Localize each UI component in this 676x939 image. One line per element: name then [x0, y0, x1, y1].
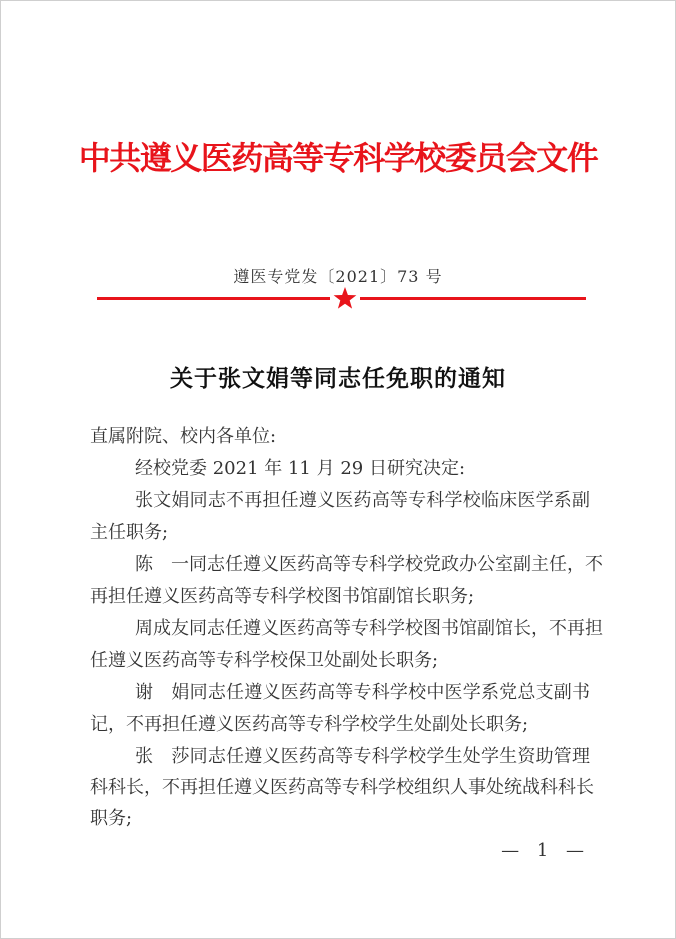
body-line: 张 莎同志任遵义医药高等专科学校学生处学生资助管理 — [135, 746, 590, 767]
body-line: 谢 娟同志任遵义医药高等专科学校中医学系党总支副书 — [135, 682, 590, 703]
document-red-header: 中共遵义医药高等专科学校委员会文件 — [78, 139, 598, 177]
document-number: 遵医专党发〔2021〕73 号 — [233, 267, 443, 286]
body-line: 经校党委 2021 年 11 月 29 日研究决定: — [135, 458, 466, 479]
notice-title: 关于张文娟等同志任免职的通知 — [170, 365, 506, 392]
body-line: 职务; — [90, 808, 133, 829]
body-line: 任遵义医药高等专科学校保卫处副处长职务; — [90, 650, 439, 671]
body-line: 科科长，不再担任遵义医药高等专科学校组织人事处统战科科长 — [90, 777, 594, 798]
body-line: 张文娟同志不再担任遵义医药高等专科学校临床医学系副 — [135, 490, 590, 511]
body-line: 再担任遵义医药高等专科学校图书馆副馆长职务; — [90, 586, 475, 607]
body-line: 周成友同志任遵义医药高等专科学校图书馆副馆长，不再担 — [135, 618, 603, 639]
page-number: — 1 — — [501, 840, 590, 861]
body-line: 陈 一同志任遵义医药高等专科学校党政办公室副主任，不 — [135, 554, 603, 575]
body-line: 主任职务; — [90, 522, 169, 543]
red-rule-right — [360, 297, 586, 300]
red-star-icon — [333, 286, 357, 310]
red-rule-left — [97, 297, 330, 300]
body-line: 记，不再担任遵义医药高等专科学校学生处副处长职务; — [90, 714, 529, 735]
salutation: 直属附院、校内各单位: — [90, 426, 277, 447]
